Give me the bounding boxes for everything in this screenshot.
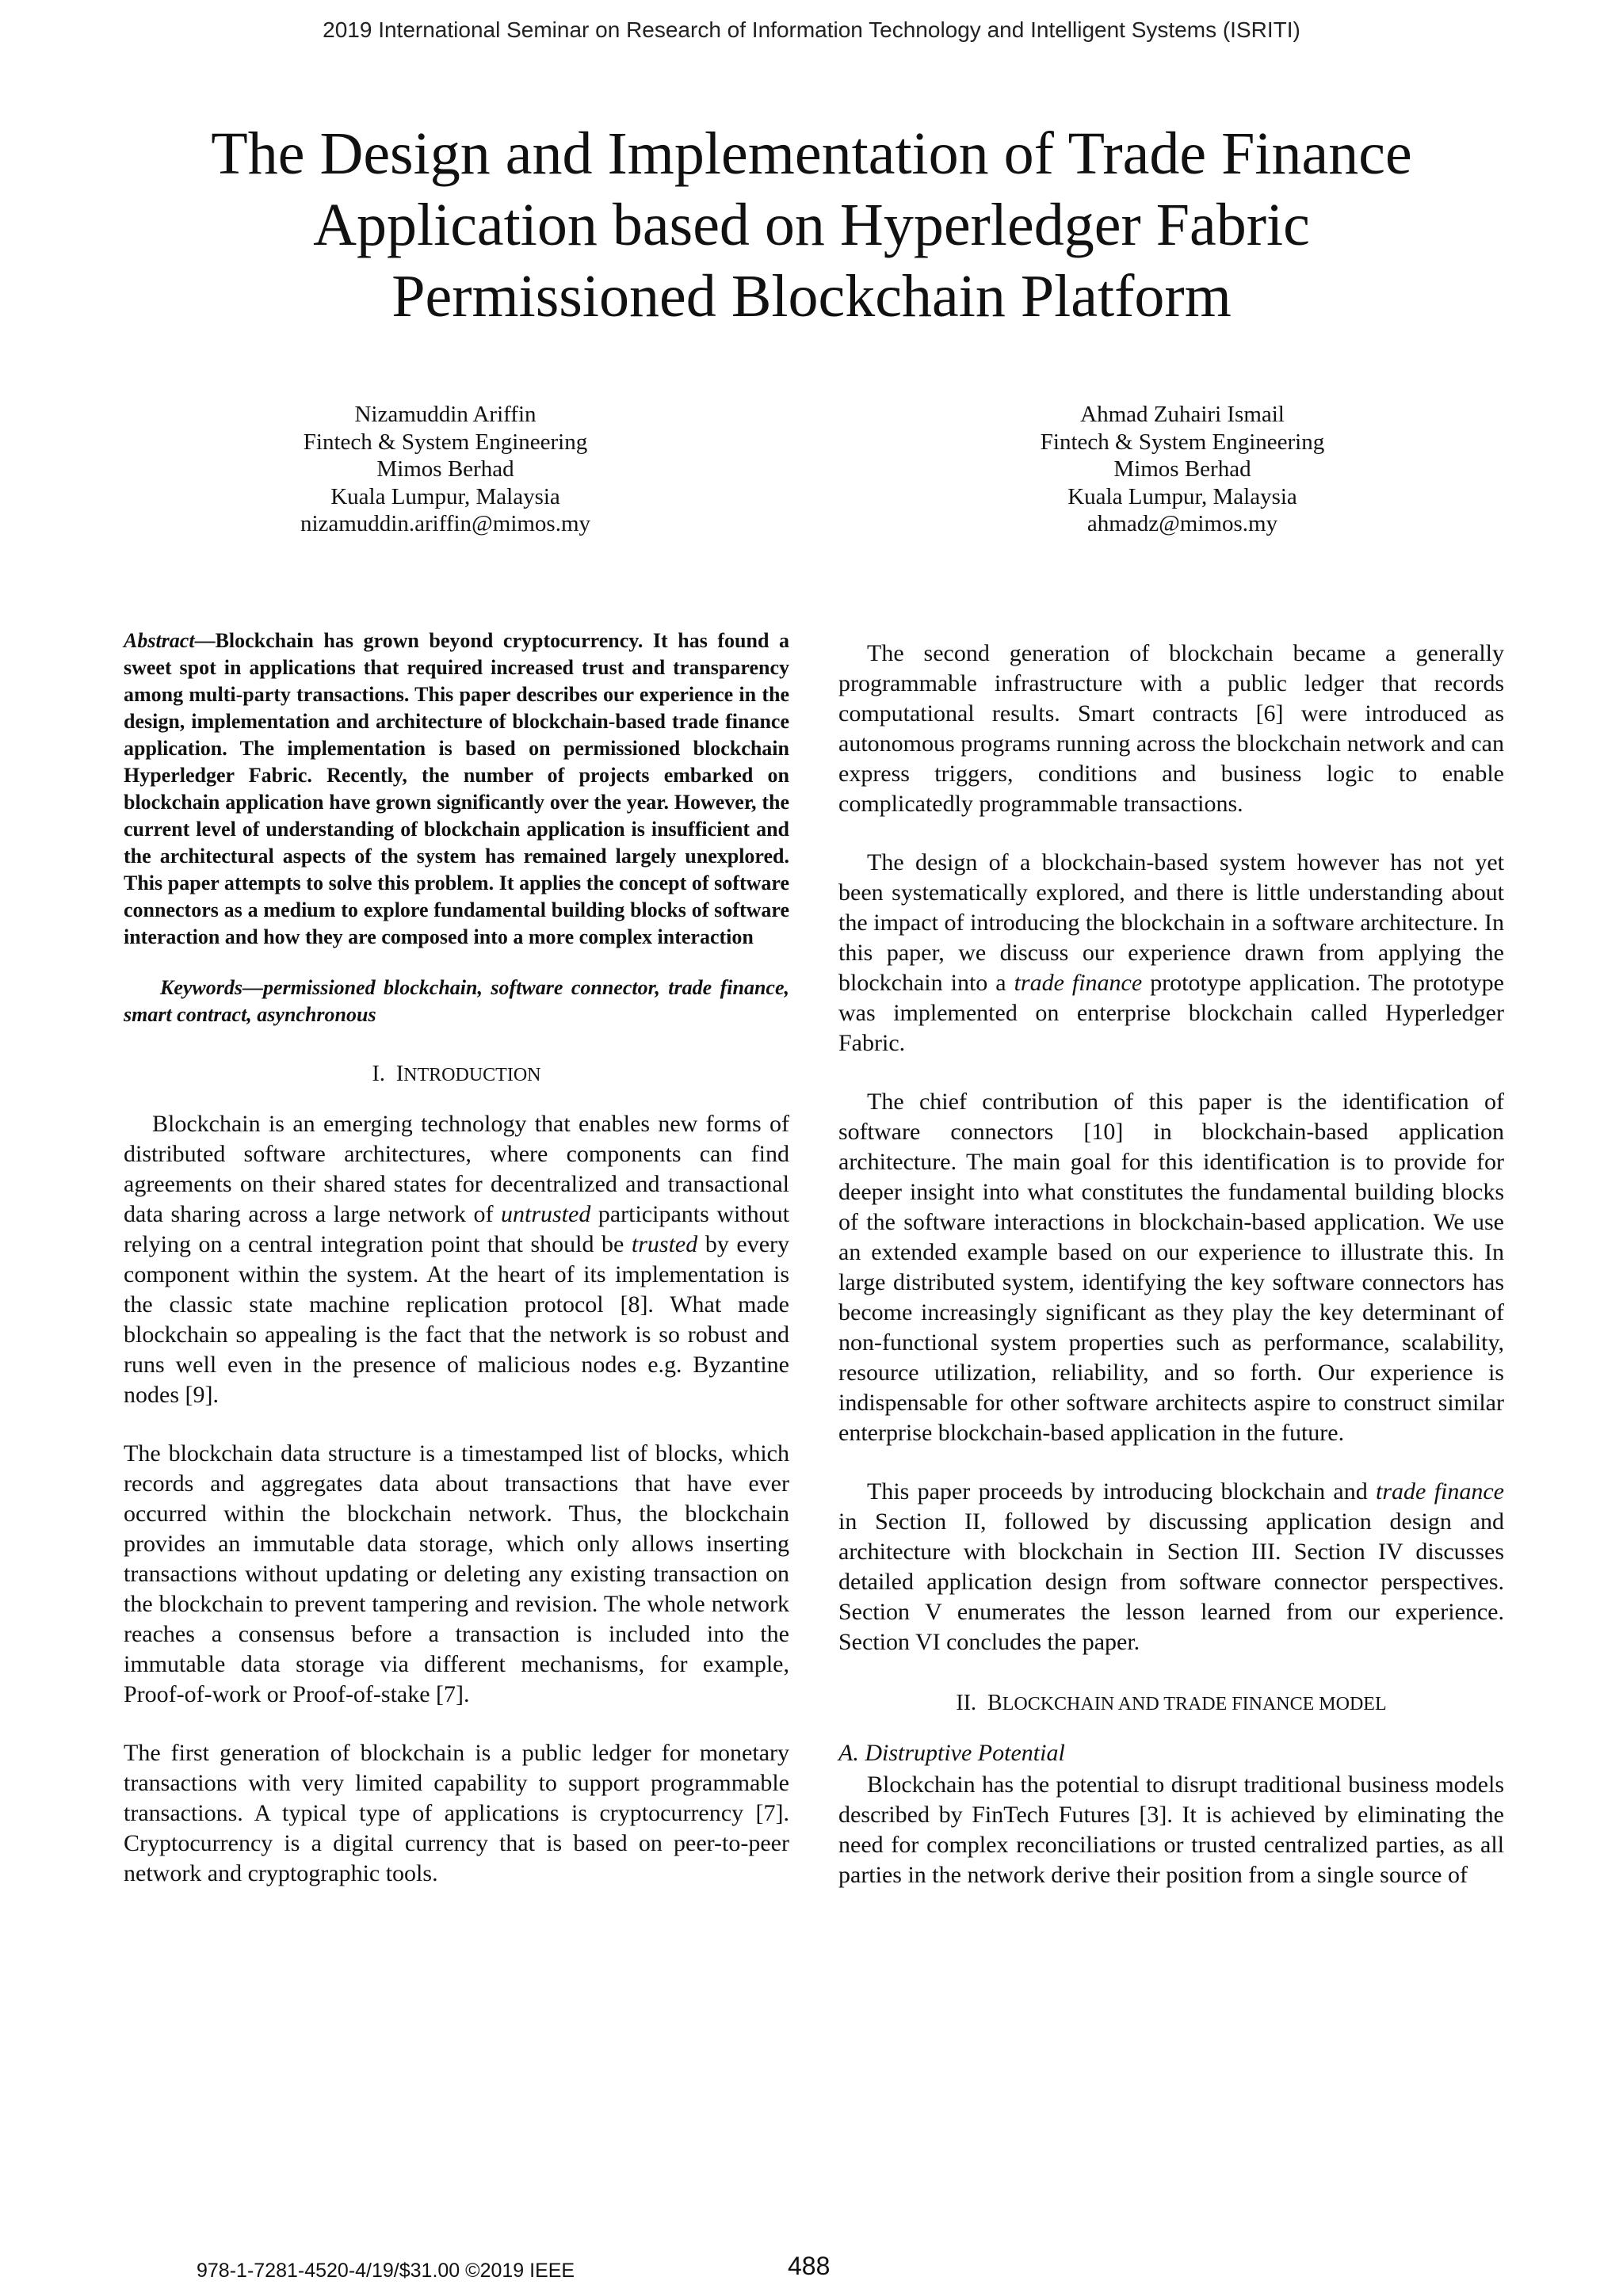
body-paragraph: The first generation of blockchain is a public ledger for monetary transactions with very limited capability to support programmable transactions. A typical type of applications is cryptocurrency [7]. Cryptocurrency is a digital currency that is based on peer-to-peer network and cryptographic tools.: [124, 1740, 789, 1886]
title-line: Application based on Hyperledger Fabric: [313, 191, 1310, 258]
author-name: Nizamuddin Ariffin: [354, 402, 537, 427]
author-location: Kuala Lumpur, Malaysia: [1067, 483, 1297, 509]
section-number: II.: [956, 1691, 977, 1715]
conference-header: 2019 International Seminar on Research of Information Technology and Intelligent Systems (ISRITI): [323, 17, 1300, 42]
body-paragraph: The blockchain data structure is a timestamped list of blocks, which records and aggregates data about transactions that have ever occurred within the blockchain network. Thus, the blockchain provides an immutable data storage, which only allows inserting transactions without updating or deleting any existing transaction on the blockchain to prevent tampering and revision. The whole network reaches a consensus before a transaction is included into the immutable data storage via different mechanisms, for example, Proof-of-work or Proof-of-stake [7].: [124, 1440, 789, 1707]
body-paragraph: [124, 1109, 789, 1410]
body-paragraph: [838, 1477, 1504, 1657]
author-location: Kuala Lumpur, Malaysia: [330, 483, 560, 509]
section-heading-blockchain-trade-finance: [838, 1691, 1504, 1716]
section-first-letter: I: [395, 1062, 404, 1086]
text-run: The design of a blockchain-based system however has not yet been systematically explored, and there is little understanding about the impact of introducing the blockchain in a software architecture. In this paper, we discuss our experience drawn from applying the blockchain into a: [838, 849, 1504, 996]
author-block-1: [223, 401, 667, 538]
abstract-lead: Abstract: [124, 629, 195, 652]
left-column: [124, 627, 789, 1917]
title-line: The Design and Implementation of Trade Finance: [211, 120, 1412, 187]
author-dept: Fintech & System Engineering: [1040, 429, 1325, 455]
emphasis: trusted: [631, 1231, 698, 1257]
abstract-text: —Blockchain has grown beyond cryptocurrency. It has found a sweet spot in applications that required increased trust and transparency among multi-party transactions. This paper describes our experience in the design, implementation and architecture of blockchain-based trade finance application. The implementation is based on permissioned blockchain Hyperledger Fabric. Recently, the number of projects embarked on blockchain application have grown significantly over the year. However, the current level of understanding of blockchain application is insufficient and the architectural aspects of the system has remained largely unexplored. This paper attempts to solve this problem. It applies the concept of software connectors as a medium to explore fundamental building blocks of software interaction and how they are composed into a more complex interaction: [124, 629, 789, 948]
author-org: Mimos Berhad: [1113, 456, 1251, 482]
copyright-footer: 978-1-7281-4520-4/19/$31.00 ©2019 IEEE: [197, 2260, 575, 2282]
section-number: I.: [372, 1062, 385, 1086]
section-first-letter: B: [987, 1691, 1002, 1715]
body-paragraph: The second generation of blockchain became a generally programmable infrastructure with a public ledger that records computational results. Smart contracts [6] were introduced as autonomous programs running across the blockchain network and can express triggers, conditions and business logic to enable complicatedly programmable transactions.: [838, 640, 1504, 817]
subsection-heading: A. Distruptive Potential: [838, 1740, 1065, 1766]
keywords: Keywords—permissioned blockchain, software connector, trade finance, smart contract, asynchronous: [124, 976, 789, 1026]
body-paragraph: The chief contribution of this paper is the identification of software connectors [10] in blockchain-based application architecture. The main goal for this identification is to provide for deeper insight into what constitutes the fundamental building blocks of the software interactions in blockchain-based application. We use an extended example based on our experience to illustrate this. In large distributed system, identifying the key software connectors has become increasingly significant as they play the key determinant of non-functional system properties such as performance, scalability, resource utilization, reliability, and so forth. Our experience is indispensable for other software architects aspire to construct similar enterprise blockchain-based application in the future.: [838, 1089, 1504, 1446]
body-paragraph: [838, 848, 1504, 1058]
author-email: ahmadz@mimos.my: [1086, 511, 1278, 536]
text-run: Blockchain is an emerging technology that enables new forms of distributed software architectures, where components can find agreements on their shared states for decentralized and transactional data sharing across a large network of: [124, 1111, 789, 1227]
author-name: Ahmad Zuhairi Ismail: [1080, 402, 1285, 427]
abstract: [124, 627, 789, 951]
body-paragraph: Blockchain has the potential to disrupt traditional business models described by FinTech Futures [3]. It is achieved by eliminating the need for complex reconciliations or trusted centralized parties, as all parties in the network derive their position from a single source of: [838, 1772, 1504, 1888]
text-run: participants without relying on a central integration point that should be: [124, 1201, 790, 1257]
author-org: Mimos Berhad: [376, 456, 514, 482]
section-rest: NTRODUCTION: [403, 1065, 541, 1085]
section-heading-introduction: [124, 1062, 789, 1087]
author-email: nizamuddin.ariffin@mimos.my: [300, 511, 591, 536]
right-column: [838, 639, 1504, 1919]
emphasis: trade finance: [1014, 970, 1143, 996]
text-run: prototype application. The prototype was implemented on enterprise blockchain called Hyperledger Fabric.: [838, 970, 1504, 1056]
paper-title: [95, 118, 1528, 332]
emphasis: untrusted: [500, 1201, 591, 1227]
title-line: Permissioned Blockchain Platform: [391, 262, 1232, 330]
page-number: 488: [788, 2252, 831, 2280]
author-dept: Fintech & System Engineering: [303, 429, 588, 455]
text-run: in Section II, followed by discussing application design and architecture with blockchain in Section III. Section IV discusses detailed application design from software connector perspectives. Section V enumerates the lesson learned from our experience. Section VI concludes the paper.: [838, 1508, 1504, 1655]
author-block-2: [960, 401, 1404, 538]
text-run: This paper proceeds by introducing blockchain and: [867, 1478, 1377, 1505]
text-run: by every component within the system. At the heart of its implementation is the classic state machine replication protocol [8]. What made blockchain so appealing is the fact that the network is so robust and runs well even in the presence of malicious nodes e.g. Byzantine nodes [9].: [124, 1231, 789, 1408]
emphasis: trade finance: [1376, 1478, 1504, 1505]
section-rest: LOCKCHAIN AND TRADE FINANCE MODEL: [1002, 1694, 1387, 1714]
